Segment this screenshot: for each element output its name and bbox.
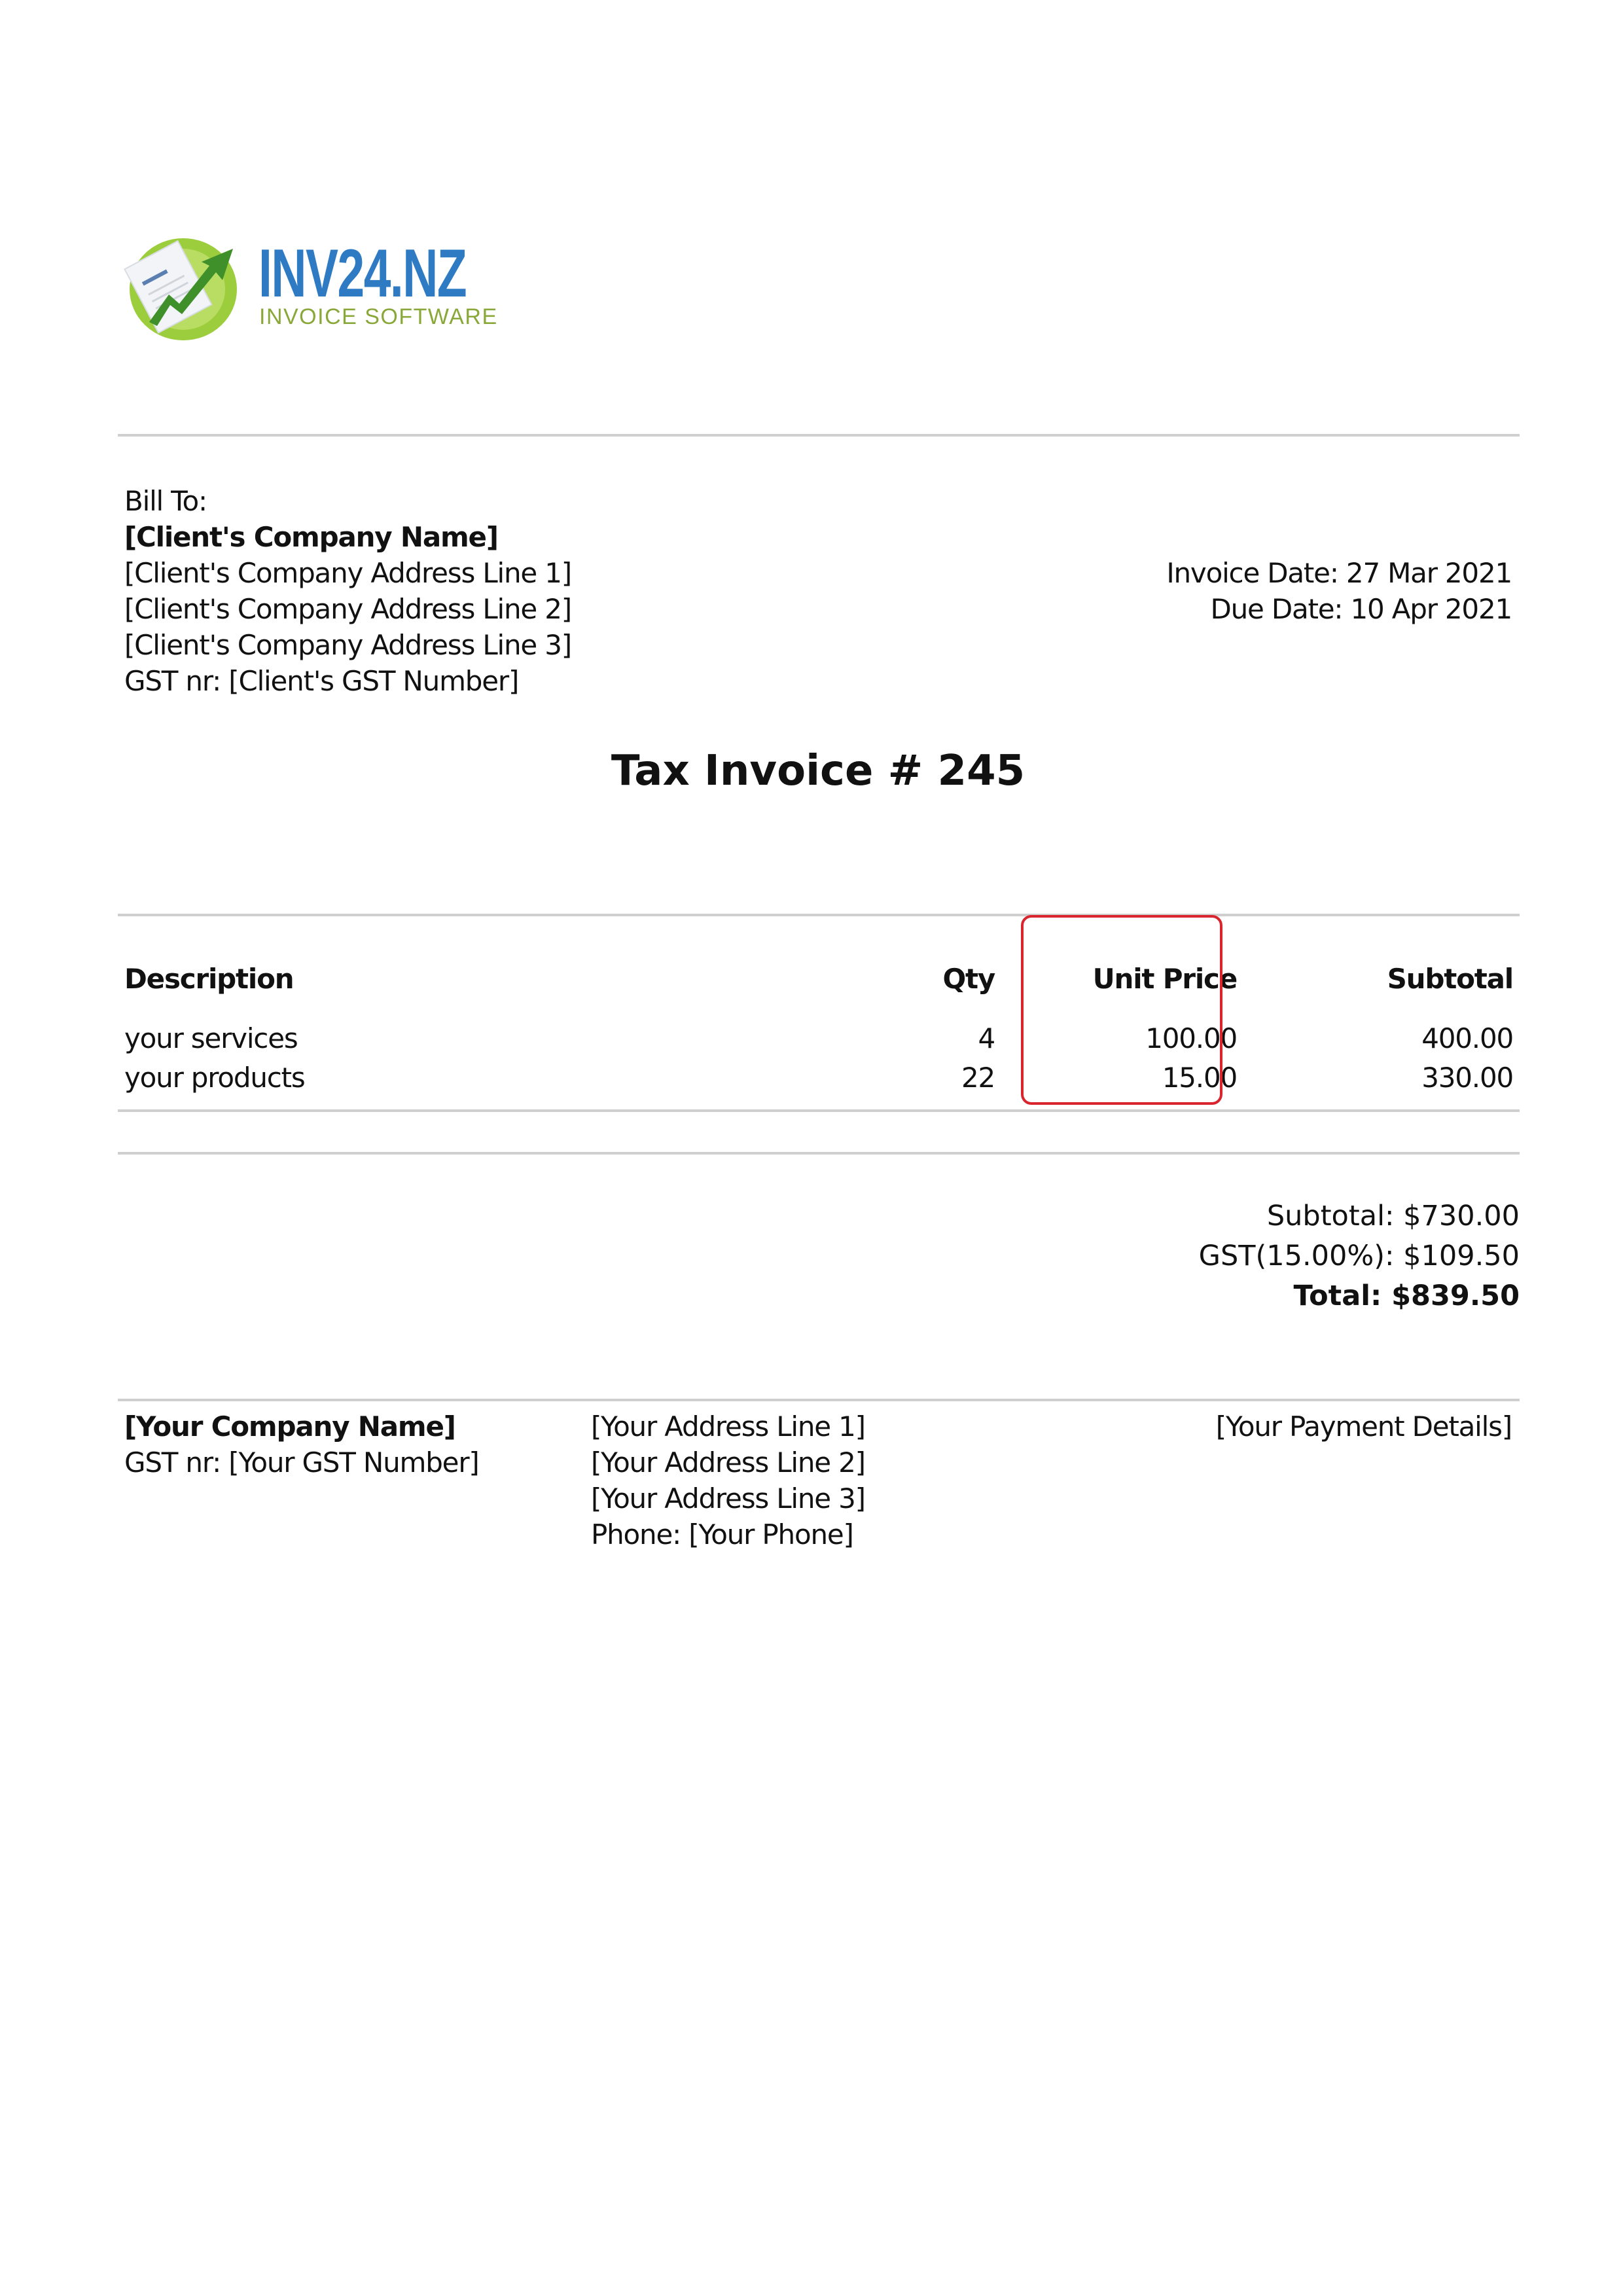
your-phone: Phone: [Your Phone] xyxy=(591,1518,853,1551)
footer-address xyxy=(591,1408,865,1552)
due-date: Due Date: 10 Apr 2021 xyxy=(1210,593,1512,625)
your-address-line-1: [Your Address Line 1] xyxy=(591,1410,865,1443)
invoice-title: Tax Invoice # 245 xyxy=(611,747,1026,795)
bill-to-label: Bill To: xyxy=(124,485,207,517)
invoice-growth-chart-icon xyxy=(123,230,238,342)
column-header-unit-price: Unit Price xyxy=(1092,963,1237,995)
item-unit-price: 15.00 xyxy=(1162,1062,1237,1094)
totals-subtotal: Subtotal: $730.00 xyxy=(1266,1200,1520,1232)
column-header-subtotal: Subtotal xyxy=(1387,963,1513,995)
totals-gst: GST(15.00%): $109.50 xyxy=(1198,1240,1520,1272)
footer-divider xyxy=(118,1399,1520,1401)
invoice-date: Invoice Date: 27 Mar 2021 xyxy=(1166,557,1512,589)
item-description: your services xyxy=(124,1022,298,1054)
your-address-line-3: [Your Address Line 3] xyxy=(591,1482,865,1515)
totals-divider xyxy=(118,1152,1520,1155)
client-company-name: [Client's Company Name] xyxy=(124,521,498,553)
company-logo xyxy=(118,209,510,347)
table-top-divider xyxy=(118,914,1520,916)
your-gst-number: GST nr: [Your GST Number] xyxy=(124,1446,479,1479)
column-header-description: Description xyxy=(124,963,294,995)
logo-tagline: INVOICE SOFTWARE xyxy=(259,304,498,329)
client-address-line-2: [Client's Company Address Line 2] xyxy=(124,593,571,625)
column-header-qty: Qty xyxy=(942,963,995,995)
logo-brand-text: INV24.NZ xyxy=(259,236,467,312)
line-items-table xyxy=(118,918,1520,1110)
bill-to-block xyxy=(124,483,571,699)
your-company-name: [Your Company Name] xyxy=(124,1410,455,1443)
client-gst-number: GST nr: [Client's GST Number] xyxy=(124,665,519,697)
item-unit-price: 100.00 xyxy=(1145,1022,1237,1054)
table-row xyxy=(118,1017,1520,1059)
footer-company xyxy=(124,1408,479,1480)
table-header-row xyxy=(118,918,1520,1017)
client-address-line-3: [Client's Company Address Line 3] xyxy=(124,629,571,661)
unit-price-column-highlight xyxy=(1021,915,1222,1105)
totals-grand-total: Total: $839.50 xyxy=(1293,1280,1520,1312)
header-divider xyxy=(118,434,1520,437)
item-description: your products xyxy=(124,1062,305,1094)
table-row xyxy=(118,1059,1520,1110)
footer-payment xyxy=(1216,1408,1512,1444)
invoice-dates xyxy=(1166,555,1512,627)
item-qty: 4 xyxy=(978,1022,995,1054)
your-address-line-2: [Your Address Line 2] xyxy=(591,1446,865,1479)
totals-block xyxy=(1199,1196,1520,1316)
item-qty: 22 xyxy=(961,1062,995,1094)
your-payment-details: [Your Payment Details] xyxy=(1215,1410,1512,1443)
item-subtotal: 400.00 xyxy=(1421,1022,1513,1054)
table-bottom-divider xyxy=(118,1109,1520,1112)
item-subtotal: 330.00 xyxy=(1421,1062,1513,1094)
client-address-line-1: [Client's Company Address Line 1] xyxy=(124,557,571,589)
